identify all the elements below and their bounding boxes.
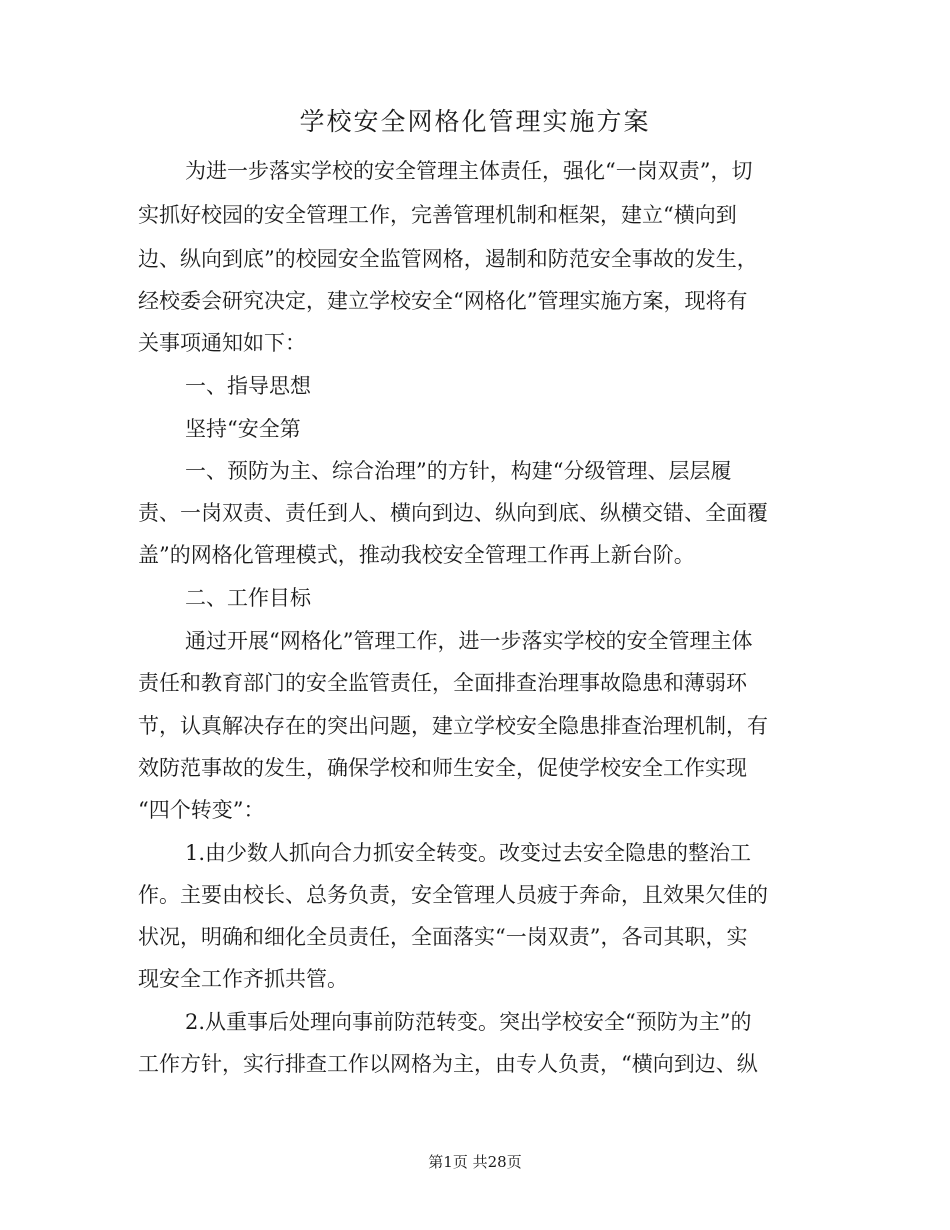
paragraph-line: 实抓好校园的安全管理工作，完善管理机制和框架，建立“横向到	[138, 203, 737, 227]
paragraph-line: 效防范事故的发生，确保学校和师生安全，促使学校安全工作实现	[138, 756, 747, 780]
paragraph-line: 1.由少数人抓向合力抓安全转变。改变过去安全隐患的整治工	[185, 841, 752, 865]
paragraph-line: 为进一步落实学校的安全管理主体责任，强化“一岗双责”，切	[185, 159, 753, 183]
paragraph-line: 一、预防为主、综合治理”的方针，构建“分级管理、层层履	[185, 459, 732, 483]
paragraph-line: 责任和教育部门的安全监管责任，全面排查治理事故隐患和薄弱环	[138, 671, 747, 695]
paragraph-line: 边、纵向到底”的校园安全监管网格，遏制和防范安全事故的发生，	[138, 247, 758, 271]
paragraph-line: “四个转变”：	[138, 798, 265, 822]
paragraph-line: 节，认真解决存在的突出问题，建立学校安全隐患排查治理机制，有	[138, 714, 768, 738]
paragraph-line: 状况，明确和细化全员责任，全面落实“一岗双责”，各司其职，实	[138, 925, 748, 949]
section-heading: 一、指导思想	[185, 374, 311, 398]
paragraph-line: 通过开展“网格化”管理工作，进一步落实学校的安全管理主体	[185, 629, 753, 653]
page-number-footer: 第1页 共28页	[428, 1153, 522, 1171]
paragraph-line: 盖”的网格化管理模式，推动我校安全管理工作再上新台阶。	[138, 543, 695, 567]
document-title: 学校安全网格化管理实施方案	[299, 107, 651, 136]
paragraph-line: 现安全工作齐抓共管。	[138, 967, 348, 991]
paragraph-line: 关事项通知如下：	[138, 331, 306, 355]
paragraph-line: 坚持“安全第	[185, 417, 301, 441]
section-heading: 二、工作目标	[185, 586, 311, 610]
paragraph-line: 工作方针，实行排查工作以网格为主，由专人负责，“横向到边、纵	[138, 1052, 758, 1076]
paragraph-line: 2.从重事后处理向事前防范转变。突出学校安全“预防为主”的	[185, 1010, 752, 1034]
paragraph-line: 经校委会研究决定，建立学校安全“网格化”管理实施方案，现将有	[138, 289, 748, 313]
paragraph-line: 责、一岗双责、责任到人、横向到边、纵向到底、纵横交错、全面覆	[138, 501, 768, 525]
paragraph-line: 作。主要由校长、总务负责，安全管理人员疲于奔命，且效果欠佳的	[138, 883, 768, 907]
